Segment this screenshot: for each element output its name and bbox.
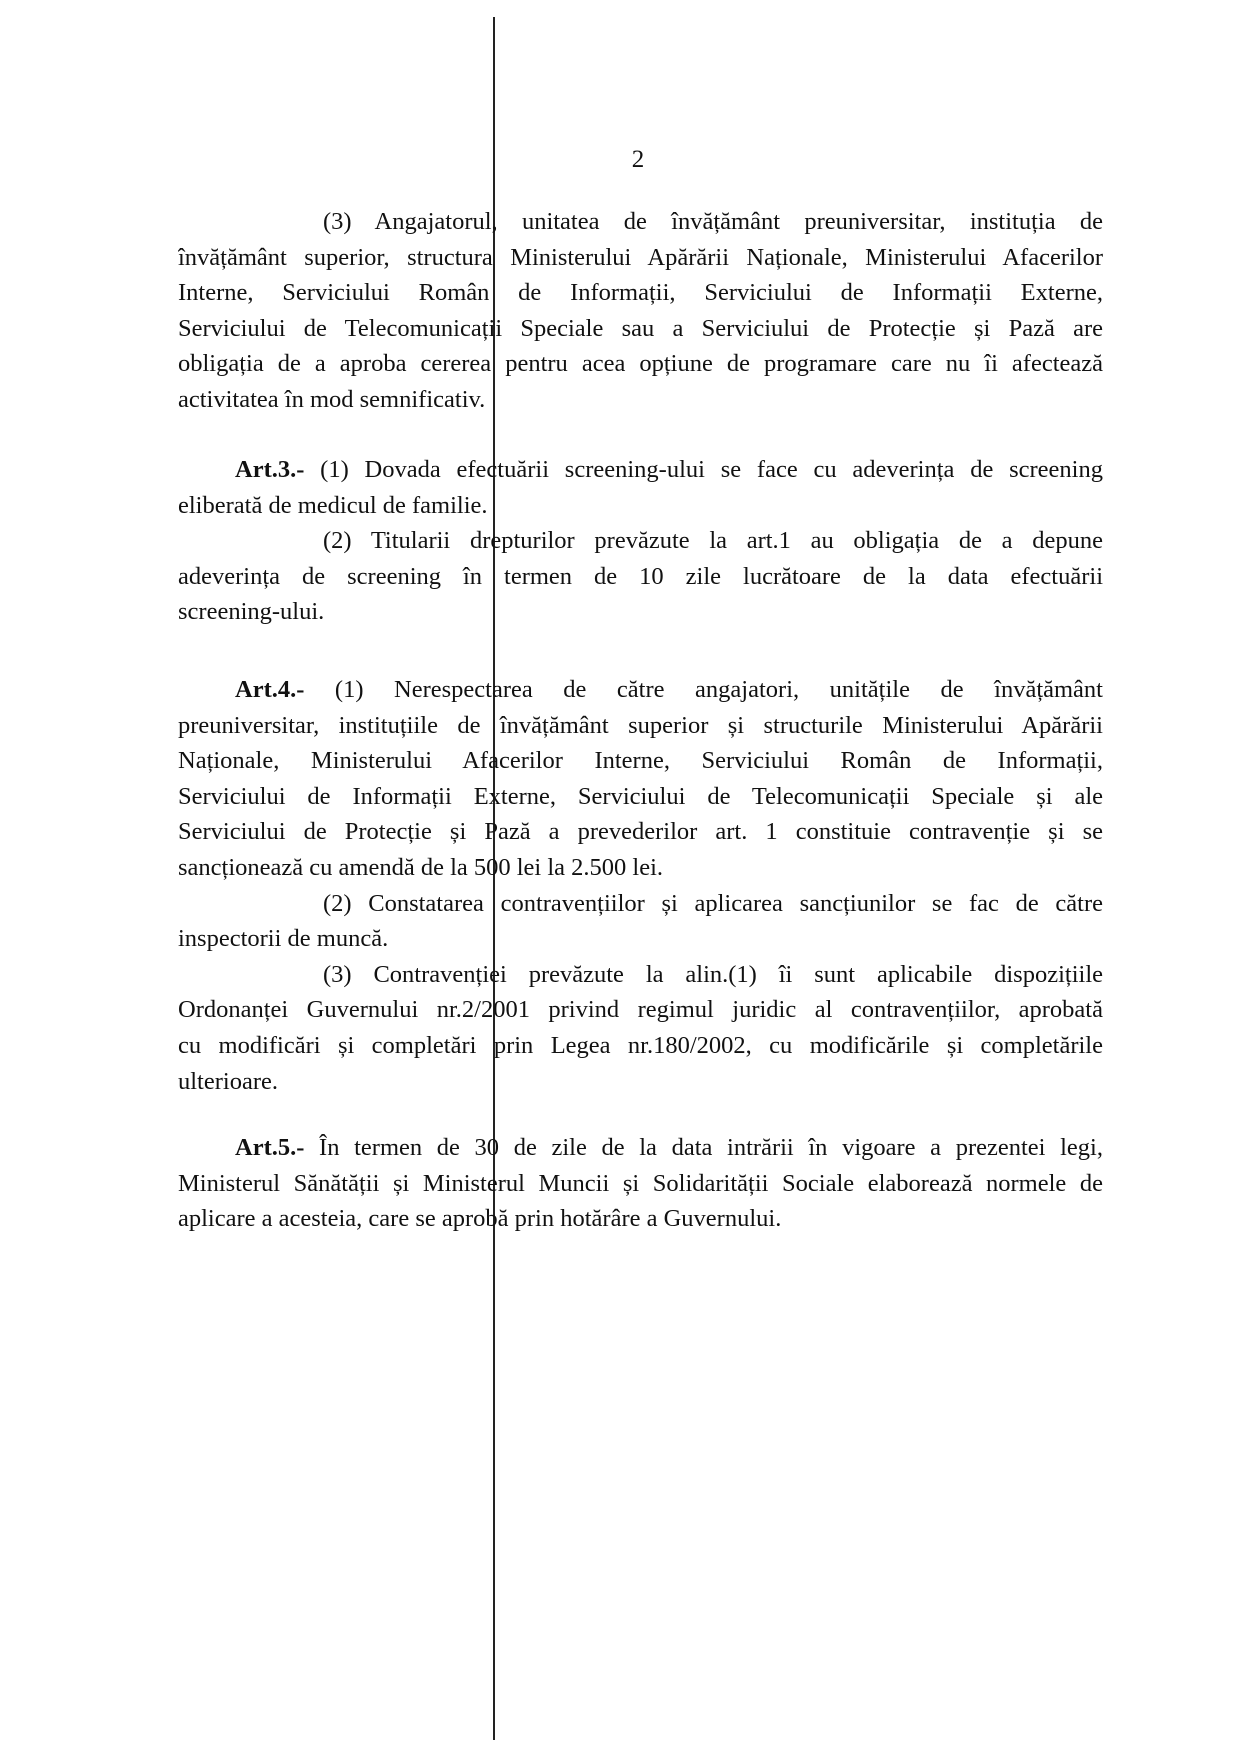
- text-line: eliberată de medicul de familie.: [178, 491, 488, 519]
- article-label: Art.5.-: [235, 1134, 305, 1161]
- text-line: (3) Angajatorul, unitatea de învățământ preuniversitar, instituția de: [323, 208, 1103, 235]
- paragraph-art4-alin1: [178, 672, 1103, 886]
- line-text: În termen de 30 de zile de la data intrării în vigoare a prezentei legi,: [304, 1134, 1103, 1161]
- article-label: Art.4.-: [235, 676, 305, 703]
- text-line: Serviciului de Protecție și Pază a prevederilor art. 1 constituie contravenție și se: [178, 818, 1103, 846]
- text-line: sancționează cu amendă de la 500 lei la 2.500 lei.: [178, 853, 664, 881]
- text-line: ulterioare.: [178, 1067, 278, 1095]
- text-line: învățământ superior, structura Ministerului Apărării Naționale, Ministerului Afacerilor: [178, 243, 1103, 271]
- text-line: adeverința de screening în termen de 10 zile lucrătoare de la data efectuării: [178, 562, 1103, 590]
- paragraph-art5: [178, 1130, 1103, 1237]
- text-line: (2) Constatarea contravențiilor și aplicarea sancțiunilor se fac de către: [323, 889, 1103, 917]
- text-line: Ordonanței Guvernului nr.2/2001 privind regimul juridic al contravențiilor, aprobată: [178, 996, 1103, 1024]
- text-line: [178, 1130, 1103, 1166]
- paragraph-art4-alin3: [178, 957, 1103, 1099]
- paragraph-art3-alin2: [178, 523, 1103, 630]
- page-number: 2: [631, 146, 645, 173]
- text-line: Serviciului de Telecomunicații Speciale sau a Serviciului de Protecție și Pază are: [178, 314, 1103, 342]
- text-line: [178, 452, 1103, 488]
- paragraph-art2-alin3: [178, 204, 1103, 418]
- line-text: (1) Nerespectarea de către angajatori, unitățile de învățământ: [304, 676, 1103, 703]
- text-line: preuniversitar, instituțiile de învățământ superior și structurile Ministerului Apărării: [178, 711, 1103, 739]
- text-line: Ministerul Sănătății și Ministerul Muncii și Solidarității Sociale elaborează normele de: [178, 1169, 1103, 1197]
- text-line: Naționale, Ministerului Afacerilor Interne, Serviciului Român de Informații,: [178, 747, 1103, 775]
- text-line: activitatea în mod semnificativ.: [178, 385, 486, 413]
- text-line: (2) Titularii drepturilor prevăzute la art.1 au obligația de a depune: [323, 527, 1103, 554]
- text-line: aplicare a acesteia, care se aprobă prin hotărâre a Guvernului.: [178, 1205, 782, 1233]
- paragraph-art3-alin1: [178, 452, 1103, 523]
- text-line: cu modificări și completări prin Legea nr.180/2002, cu modificările și completările: [178, 1031, 1103, 1059]
- text-line: inspectorii de muncă.: [178, 925, 389, 953]
- text-line: Interne, Serviciului Român de Informații, Serviciului de Informații Externe,: [178, 279, 1103, 307]
- paragraph-art4-alin2: [178, 886, 1103, 957]
- text-line: obligația de a aproba cererea pentru acea opțiune de programare care nu îi afectează: [178, 350, 1103, 378]
- line-text: (1) Dovada efectuării screening-ului se face cu adeverința de screening: [304, 456, 1103, 483]
- text-line: (3) Contravenției prevăzute la alin.(1) îi sunt aplicabile dispozițiile: [323, 960, 1103, 988]
- text-line: screening-ului.: [178, 598, 325, 626]
- text-line: [178, 672, 1103, 708]
- text-line: Serviciului de Informații Externe, Serviciului de Telecomunicații Speciale și ale: [178, 782, 1103, 810]
- article-label: Art.3.-: [235, 456, 305, 483]
